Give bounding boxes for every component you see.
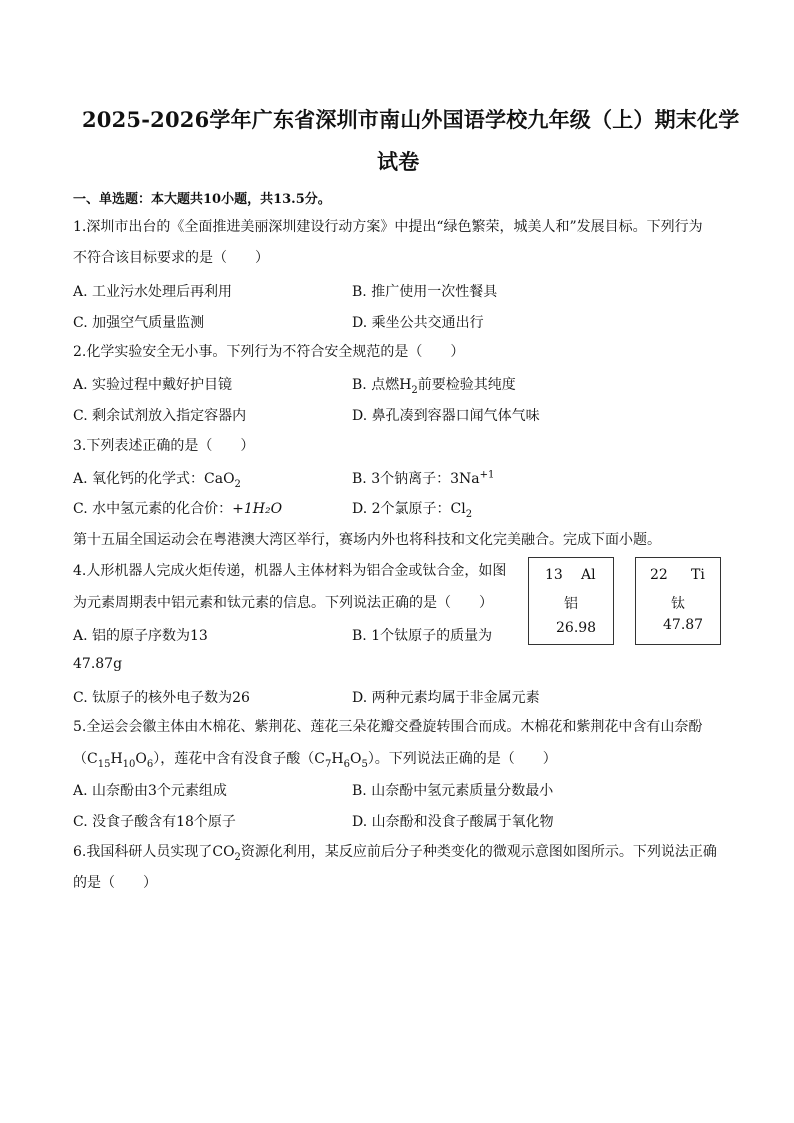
q1-option-d: D. 乘坐公共交通出行	[352, 315, 484, 331]
titanium-symbol: Ti	[691, 567, 705, 583]
q5-l2-s2: 10	[122, 758, 136, 770]
q5-l2-f: O	[349, 751, 362, 767]
q5-l2-s3: 6	[146, 758, 154, 770]
aluminum-symbol: Al	[581, 567, 596, 583]
q3-option-a-sub: 2	[234, 478, 241, 490]
q2-option-c: C. 剩余试剂放入指定容器内	[73, 408, 247, 424]
q3-stem: 3.下列表述正确的是（ ）	[73, 438, 255, 454]
aluminum-atomic-mass: 26.98	[556, 620, 597, 636]
q5-l2-c: O	[135, 751, 147, 767]
q2-option-d: D. 鼻孔凑到容器口闻气体气味	[352, 408, 540, 424]
q2-option-b-pre: B. 点燃H	[352, 377, 412, 393]
q6-l1-a: 6.我国科研人员实现了CO	[73, 844, 235, 860]
q5-l2-s4: 7	[324, 758, 332, 770]
q5-l2-s1: 15	[97, 758, 111, 770]
q4-option-c: C. 钛原子的核外电子数为26	[73, 690, 250, 706]
q5-option-c: C. 没食子酸含有18个原子	[73, 814, 236, 830]
exam-title-line2: 试卷	[377, 149, 420, 174]
q2-option-b-post: 前要检验其纯度	[417, 377, 516, 393]
q3-option-b-sup: +1	[479, 469, 495, 481]
titanium-atomic-mass: 47.87	[663, 617, 704, 633]
titanium-atomic-number: 22	[650, 567, 668, 583]
q5-l2-s5: 6	[343, 758, 350, 770]
q6-l1-sub: 2	[234, 851, 241, 863]
q4-option-b: B. 1个钛原子的质量为	[352, 628, 493, 644]
q6-stem-line1	[73, 842, 717, 868]
q2-option-a: A. 实验过程中戴好护目镜	[73, 377, 233, 393]
aluminum-atomic-number: 13	[545, 567, 563, 583]
q4-stem-line1: 4.人形机器人完成火炬传递，机器人主体材料为铝合金或钛合金，如图	[73, 563, 507, 579]
q5-l2-e: H	[331, 751, 344, 767]
q3-option-b	[352, 468, 494, 488]
q3-option-a-pre: A. 氧化钙的化学式：CaO	[73, 471, 235, 487]
q3-option-c-math: +1H₂O	[232, 501, 283, 517]
q5-stem-line1: 5.全运会会徽主体由木棉花、紫荆花、莲花三朵花瓣交叠旋转围合而成。木棉花和紫荆花中含有山奈酚	[73, 719, 703, 735]
context-paragraph: 第十五届全国运动会在粤港澳大湾区举行，赛场内外也将科技和文化完美融合。完成下面小题。	[73, 532, 661, 548]
section-heading: 一、单选题：本大题共10小题，共13.5分。	[73, 192, 331, 207]
q4-stem-line2: 为元素周期表中铝元素和钛元素的信息。下列说法正确的是（ ）	[73, 595, 493, 611]
q4-option-d: D. 两种元素均属于非金属元素	[352, 690, 540, 706]
q3-option-a	[73, 468, 241, 490]
q1-option-c: C. 加强空气质量监测	[73, 315, 205, 331]
q5-l2-s6: 5	[361, 758, 368, 770]
q3-option-b-pre: B. 3个钠离子：3Na	[352, 471, 480, 487]
q2-option-b	[352, 374, 516, 396]
q5-stem-line2	[73, 749, 557, 775]
titanium-name: 钛	[671, 596, 685, 612]
q5-option-b: B. 山奈酚中氢元素质量分数最小	[352, 783, 554, 799]
q6-stem-line2: 的是（ ）	[73, 875, 157, 891]
q5-l2-d: ），莲花中含有没食子酸（C	[153, 751, 325, 767]
q3-option-c	[73, 498, 282, 518]
element-card-aluminum	[528, 557, 614, 645]
q6-l1-b: 资源化利用，某反应前后分子种类变化的微观示意图如图所示。下列说法正确	[240, 844, 717, 860]
q5-l2-g: ）。下列说法正确的是（ ）	[367, 751, 557, 767]
q5-option-a: A. 山奈酚由3个元素组成	[73, 783, 227, 799]
q3-option-c-pre: C. 水中氢元素的化合价：	[73, 501, 233, 517]
q2-stem: 2.化学实验安全无小事。下列行为不符合安全规范的是（ ）	[73, 344, 465, 360]
q1-stem-line1: 1.深圳市出台的《全面推进美丽深圳建设行动方案》中提出“绿色繁荣，城美人和”发展目标。下列行为	[73, 219, 703, 235]
q2-option-b-sub: 2	[411, 384, 418, 396]
q3-option-d	[352, 498, 472, 520]
q1-option-b: B. 推广使用一次性餐具	[352, 284, 498, 300]
q5-option-d: D. 山奈酚和没食子酸属于氧化物	[352, 814, 554, 830]
q1-option-a: A. 工业污水处理后再利用	[73, 284, 233, 300]
q3-option-d-pre: D. 2个氯原子：Cl	[352, 501, 466, 517]
q5-l2-a: （C	[73, 751, 98, 767]
q3-option-d-sub: 2	[465, 508, 473, 520]
q4-option-a: A. 铝的原子序数为13	[73, 628, 208, 644]
q5-l2-b: H	[110, 751, 123, 767]
element-card-titanium	[635, 557, 721, 645]
aluminum-name: 铝	[564, 596, 578, 612]
q1-stem-line2: 不符合该目标要求的是（ ）	[73, 250, 269, 266]
exam-title-line1: 2025-2026学年广东省深圳市南山外国语学校九年级（上）期末化学	[82, 107, 740, 132]
q4-option-b-continued: 47.87g	[73, 656, 123, 672]
